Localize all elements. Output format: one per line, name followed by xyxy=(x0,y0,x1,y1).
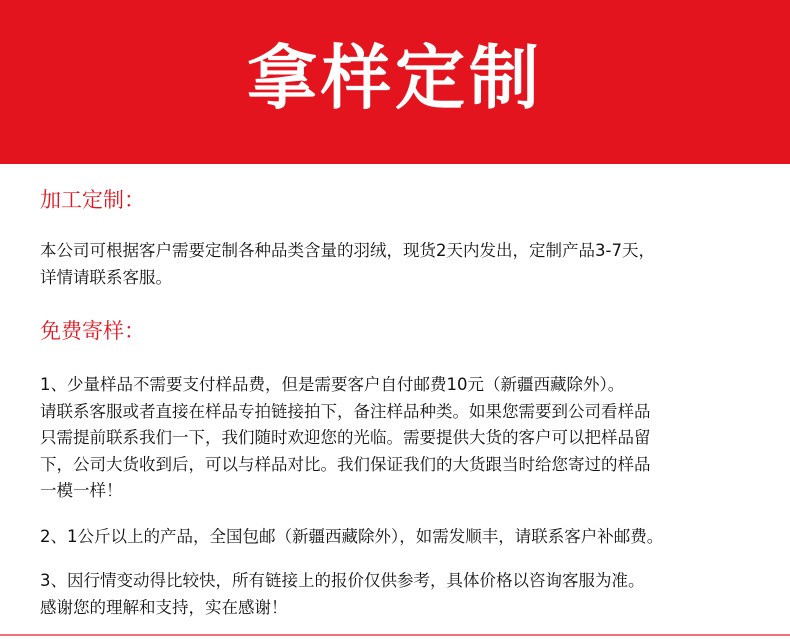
header-banner xyxy=(0,0,790,164)
free-sample-item-1-line: 1、少量样品不需要支付样品费，但是需要客户自付邮费10元（新疆西藏除外）。 xyxy=(40,375,625,394)
free-sample-item-1-line: 只需提前联系我们一下，我们随时欢迎您的光临。需要提供大货的客户可以把样品留 xyxy=(40,428,651,447)
free-sample-item-1-line: 请联系客服或者直接在样品专拍链接拍下，备注样品种类。如果您需要到公司看样品 xyxy=(40,401,651,421)
section-heading-free-sample: 免费寄样： xyxy=(40,319,145,343)
free-sample-item-2-line: 2、1公斤以上的产品，全国包邮（新疆西藏除外），如需发顺丰，请联系客户补邮费。 xyxy=(40,527,664,546)
custom-description xyxy=(40,238,760,291)
free-sample-item-2 xyxy=(40,524,760,551)
section-heading-custom: 加工定制： xyxy=(40,188,145,212)
free-sample-item-3-line: 感谢您的理解和支持，实在感谢！ xyxy=(40,597,288,617)
free-sample-item-1-line: 一模一样！ xyxy=(40,481,123,500)
free-sample-item-3 xyxy=(40,568,760,621)
custom-description-line: 本公司可根据客户需要定制各种品类含量的羽绒，现货2天内发出，定制产品3-7天， xyxy=(40,241,655,260)
free-sample-item-1-line: 下，公司大货收到后，可以与样品对比。我们保证我们的大货跟当时给您寄过的样品 xyxy=(40,454,651,474)
page-title: 拿样定制 xyxy=(247,37,543,119)
free-sample-item-3-line: 3、因行情变动得比较快，所有链接上的报价仅供参考，具体价格以咨询客服为准。 xyxy=(40,571,645,590)
free-sample-item-1 xyxy=(40,372,760,505)
bottom-divider xyxy=(0,634,790,636)
custom-description-line: 详情请联系客服。 xyxy=(40,267,172,287)
